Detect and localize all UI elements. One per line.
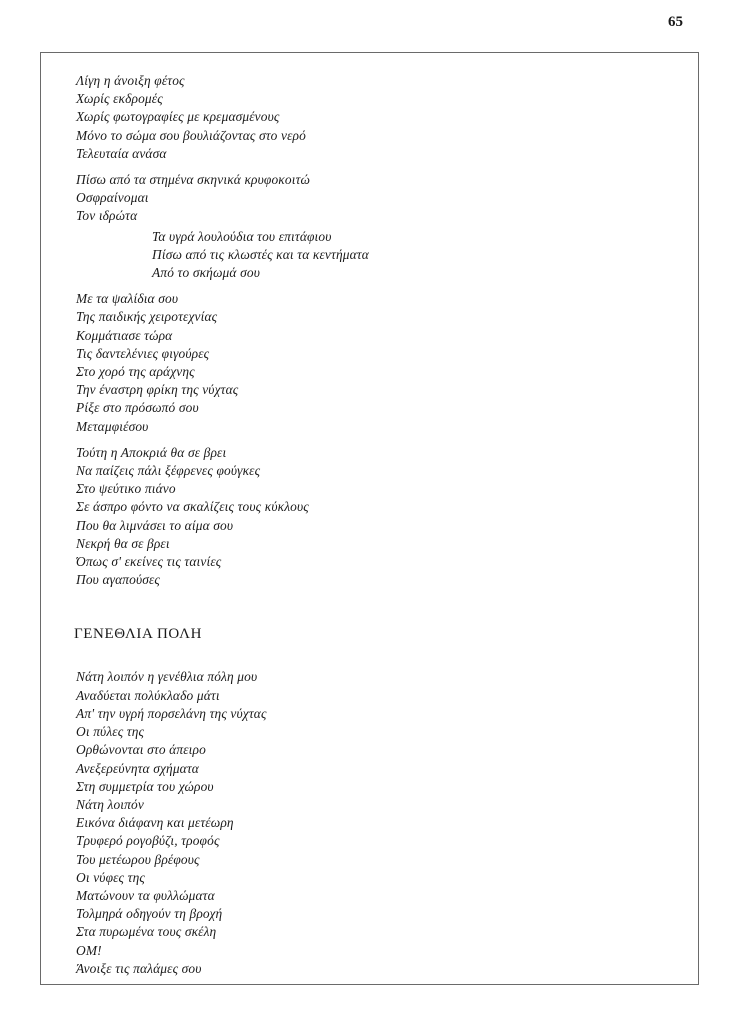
poem-line: Μεταμφιέσου [76,418,149,434]
poem-line: Ρίξε στο πρόσωπό σου [76,400,199,416]
poem-line: Χωρίς εκδρομές [76,91,163,107]
poem-line: Την έναστρη φρίκη της νύχτας [76,382,239,398]
poem-line: Λίγη η άνοιξη φέτος [76,73,185,88]
page-content [76,72,676,986]
poem-line: Μόνο το σώμα σου βουλιάζοντας στο νερό [76,127,306,143]
poem-line: Που θα λιμνάσει το αίμα σου [76,517,234,533]
poem-line: Εικόνα διάφανη και μετέωρη [76,815,234,831]
page-number: 65 [668,14,683,30]
poem-line: Χωρίς φωτογραφίες με κρεμασμένους [76,109,280,125]
poem-line: Με τα ψαλίδια σου [76,291,179,307]
poem1-stanza-4 [76,290,676,436]
poem-line: Του μετέωρου βρέφους [76,851,200,867]
poem-line: Νεκρή θα σε βρει [76,535,170,551]
poem-line: Ματώνουν τα φυλλώματα [76,887,215,903]
poem-line: Όπως σ' εκείνες τις ταινίες [76,554,222,570]
poem-line: Οι πύλες της [76,724,145,740]
poem1-stanza-3 [76,228,676,283]
poem-line: Πίσω από τα στημένα σκηνικά κρυφοκοιτώ [76,172,311,188]
poem-line: Οι νύφες της [76,869,145,885]
poem-line: Τα υγρά λουλούδια του επιτάφιου [152,228,332,244]
poem-line: Τούτη η Αποκριά θα σε βρει [76,444,227,460]
poem-line: Άνοιξε τις παλάμες σου [76,960,202,976]
poem-line: Σε άσπρο φόντο να σκαλίζεις τους κύκλους [76,499,309,515]
poem-line: Ορθώνονται στο άπειρο [76,742,206,758]
poem1-stanza-1 [76,72,676,163]
poem-line: Που αγαπούσες [76,572,161,588]
poem2-body [76,668,676,977]
poem-line: Τις δαντελένιες φιγούρες [76,345,210,361]
poem1-stanza-2 [76,171,676,226]
poem-line: Στη συμμετρία του χώρου [76,778,214,794]
poem-line: Στο ψεύτικο πιάνο [76,481,176,497]
poem-line: Από το σκήωμά σου [152,265,260,281]
poem-line: Τρυφερό ρογοβύζι, τροφός [76,833,220,849]
poem-line: Πίσω από τις κλωστές και τα κεντήματα [152,246,369,262]
poem-line: ΟΜ! [76,942,102,958]
poem-line: Οσφραίνομαι [76,190,149,206]
poem1-stanza-5 [76,444,676,590]
poem-title: ΓΕΝΕΘΛΙΑ ΠΟΛΗ [74,626,203,643]
poem-line: Τολμηρά οδηγούν τη βροχή [76,906,223,922]
poem-line: Νάτη λοιπόν [76,796,144,812]
poem-line: Ανεξερεύνητα σχήματα [76,760,199,776]
poem-line: Νάτη λοιπόν η γενέθλια πόλη μου [76,669,258,685]
poem-line: Της παιδικής χειροτεχνίας [76,309,218,325]
poem-line: Στο χορό της αράχνης [76,364,195,380]
poem-line: Τελευταία ανάσα [76,145,167,161]
poem-line: Να παίζεις πάλι ξέφρενες φούγκες [76,463,261,479]
poem-line: Στα πυρωμένα τους σκέλη [76,924,217,940]
poem-line: Αναδύεται πολύκλαδο μάτι [76,687,220,703]
poem-line: Τον ιδρώτα [76,208,138,224]
poem-line: Απ' την υγρή πορσελάνη της νύχτας [76,705,267,721]
poem-line: Κομμάτιασε τώρα [76,327,173,343]
